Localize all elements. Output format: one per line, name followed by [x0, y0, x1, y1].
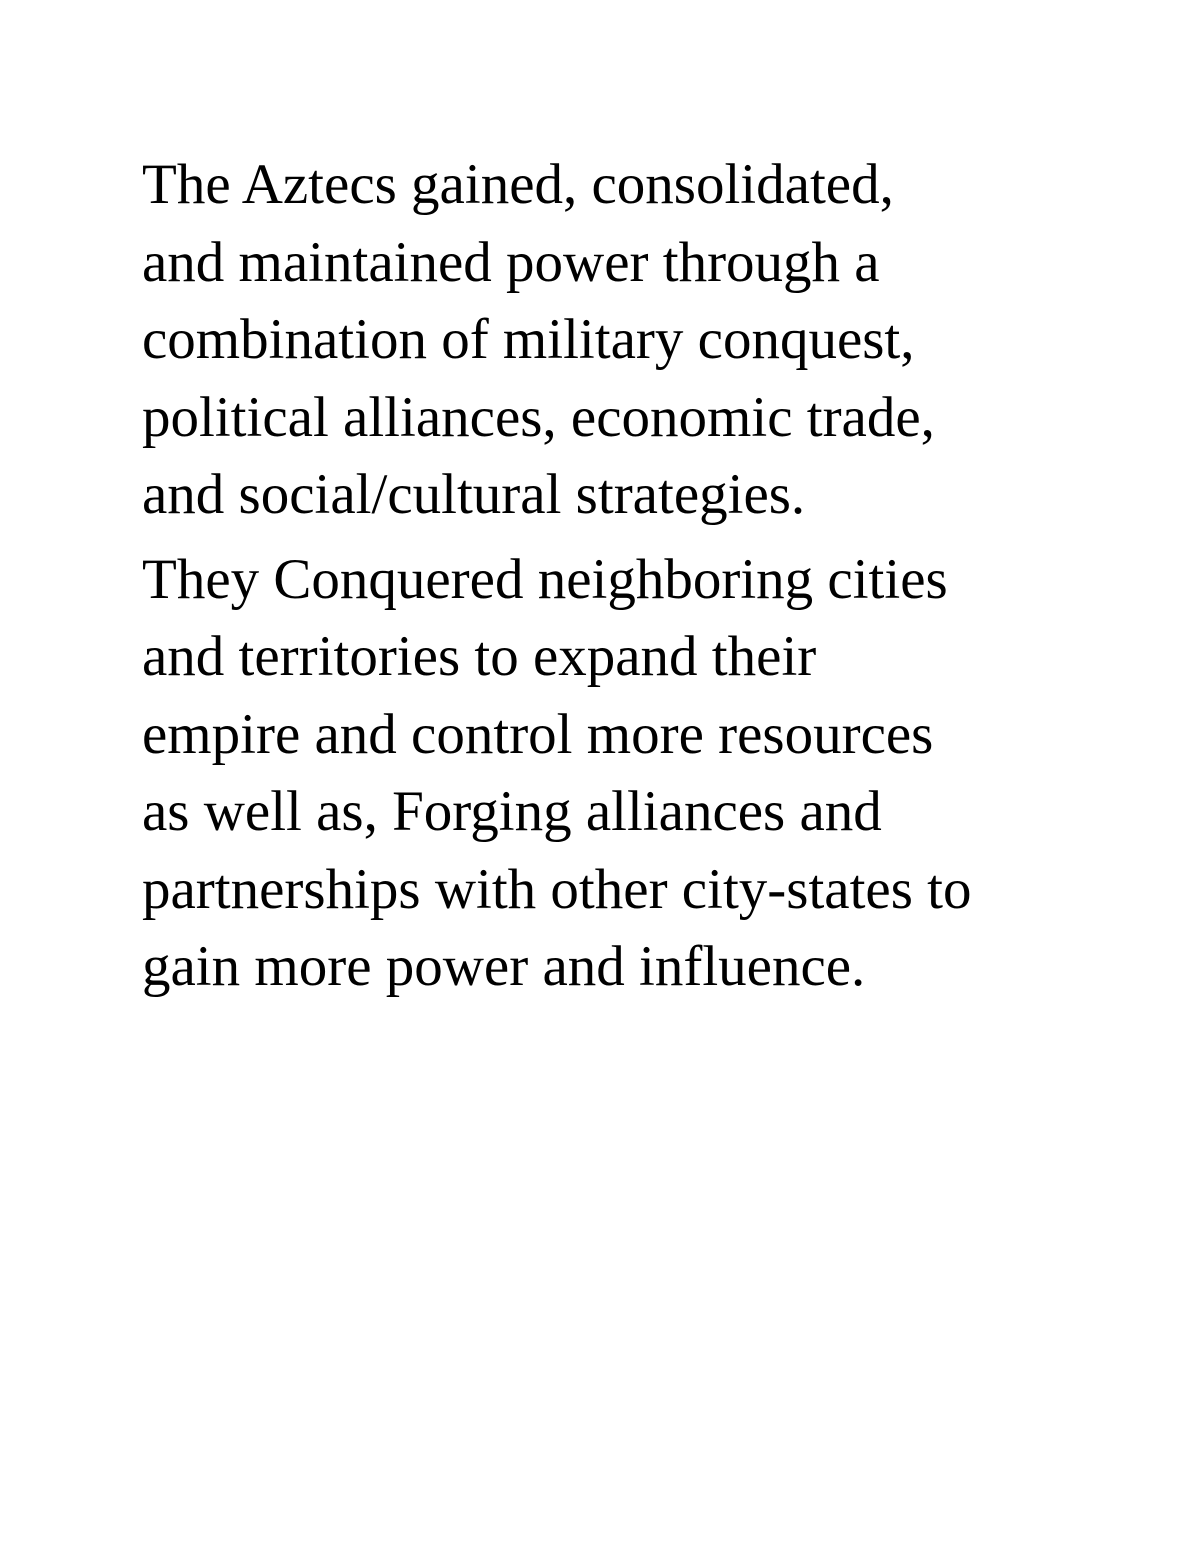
paragraph-1-line-4: political alliances, economic trade,	[142, 385, 935, 449]
document-body	[142, 146, 1142, 1006]
paragraph-2	[142, 541, 1142, 1006]
paragraph-2-line-2: and territories to expand their	[142, 625, 817, 688]
paragraph-2-line-3: empire and control more resources	[142, 702, 934, 766]
paragraph-1-line-1: The Aztecs gained, consolidated,	[142, 153, 894, 216]
paragraph-2-line-6: gain more power and influence.	[142, 935, 866, 998]
paragraph-1-line-5: and social/cultural strategies.	[142, 463, 806, 526]
paragraph-2-line-5: partnerships with other city-states to	[142, 857, 972, 921]
paragraph-1-line-3: combination of military conquest,	[142, 308, 915, 371]
paragraph-1-line-2: and maintained power through a	[142, 230, 880, 294]
paragraph-1	[142, 146, 1142, 534]
paragraph-2-line-1: They Conquered neighboring cities	[142, 547, 948, 611]
paragraph-2-line-4: as well as, Forging alliances and	[142, 780, 882, 843]
